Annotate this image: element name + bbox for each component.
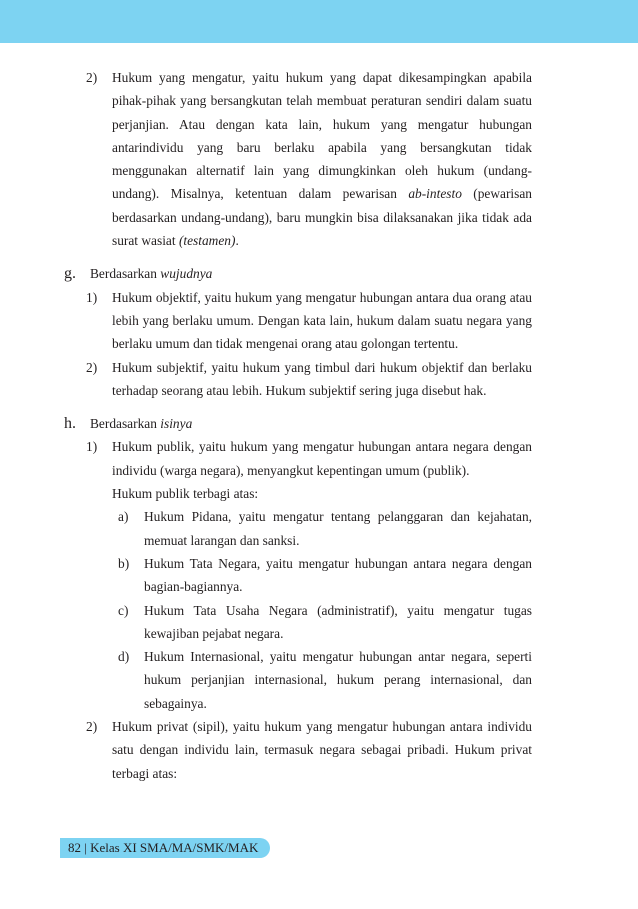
item-text: Hukum yang mengatur, yaitu hukum yang dapat dikesampingkan apabila pihak-pihak yang bersangkutan telah membuat peraturan sendiri dalam suatu perjanjian. Atau dengan kata lain, hukum yang mengatur hubungan antarindividu yang baru berlaku apabila yang bersangkutan tidak menggunakan alternatif lain yang dimungkinkan oleh hukum (undang-undang). Misalnya, ketentuan dalam pewarisan bbox=[112, 70, 532, 202]
footer-text: 82 | Kelas XI SMA/MA/SMK/MAK bbox=[68, 840, 259, 855]
section-title: Berdasarkan bbox=[90, 266, 161, 282]
item-text: Hukum publik, yaitu hukum yang mengatur hubungan antara negara dengan individu (warga negara), menyangkut kepentingan umum (publik). bbox=[112, 439, 532, 478]
sublist-intro: Hukum publik terbagi atas: bbox=[112, 486, 259, 502]
list-item-g1 bbox=[62, 286, 532, 356]
section-letter: h. bbox=[64, 415, 76, 433]
item-text: Hukum Pidana, yaitu mengatur tentang pelanggaran dan kejahatan, memuat larangan dan sanksi. bbox=[144, 509, 532, 548]
sublist-item-a bbox=[62, 505, 532, 552]
section-title-italic: isinya bbox=[160, 416, 193, 432]
page-content bbox=[62, 66, 532, 785]
item-text: Hukum objektif, yaitu hukum yang mengatur hubungan antara dua orang atau lebih yang berlaku umum. Dengan kata lain, hukum dalam suatu negara yang berlaku umum dan tidak mengenai orang atau golongan tertentu. bbox=[112, 289, 532, 352]
item-text: Hukum subjektif, yaitu hukum yang timbul dari hukum objektif dan berlaku terhadap seorang atau lebih. Hukum subjektif sering juga disebut hak. bbox=[112, 359, 532, 398]
item-number: 2) bbox=[86, 719, 98, 735]
item-number: 1) bbox=[86, 289, 98, 305]
list-item-h2 bbox=[62, 715, 532, 785]
section-letter: g. bbox=[64, 265, 76, 283]
header-band bbox=[0, 0, 638, 43]
item-text: Hukum privat (sipil), yaitu hukum yang mengatur hubungan antara individu satu dengan individu lain, termasuk negara sebagai pribadi. Hukum privat terbagi atas: bbox=[112, 719, 532, 781]
list-item-h1 bbox=[62, 435, 532, 505]
italic-term-testamen: (testamen) bbox=[178, 233, 236, 249]
section-heading-g bbox=[62, 262, 532, 285]
item-text: Hukum Internasional, yaitu mengatur hubungan antar negara, seperti hukum perjanjian internasional, hukum perang internasional, dan sebagainya. bbox=[144, 649, 532, 711]
item-number: a) bbox=[118, 509, 129, 525]
sublist-item-c bbox=[62, 599, 532, 646]
italic-term: ab-intesto bbox=[408, 186, 462, 202]
list-item-g2 bbox=[62, 356, 532, 403]
item-number: c) bbox=[118, 602, 129, 618]
sublist-item-d bbox=[62, 645, 532, 715]
item-number: d) bbox=[118, 649, 130, 665]
footer-page-label bbox=[60, 838, 270, 858]
list-item-f2 bbox=[62, 66, 532, 252]
section-title-italic: wujudnya bbox=[160, 266, 213, 282]
item-text-end: . bbox=[235, 233, 239, 249]
item-number: 2) bbox=[86, 359, 98, 375]
item-text: Hukum Tata Negara, yaitu mengatur hubungan antara negara dengan bagian-bagiannya. bbox=[144, 555, 532, 595]
item-number: 1) bbox=[86, 439, 98, 455]
item-text-cont: (pewarisan berdasarkan undang-undang), baru mungkin bisa dilaksanakan jika tidak ada surat wasiat bbox=[112, 186, 533, 249]
sublist-item-b bbox=[62, 552, 532, 599]
item-number: 2) bbox=[86, 70, 98, 85]
section-heading-h bbox=[62, 412, 532, 435]
item-number: b) bbox=[118, 555, 130, 571]
item-text: Hukum Tata Usaha Negara (administratif), yaitu mengatur tugas kewajiban pejabat negara. bbox=[144, 602, 532, 641]
section-title: Berdasarkan bbox=[90, 416, 161, 432]
